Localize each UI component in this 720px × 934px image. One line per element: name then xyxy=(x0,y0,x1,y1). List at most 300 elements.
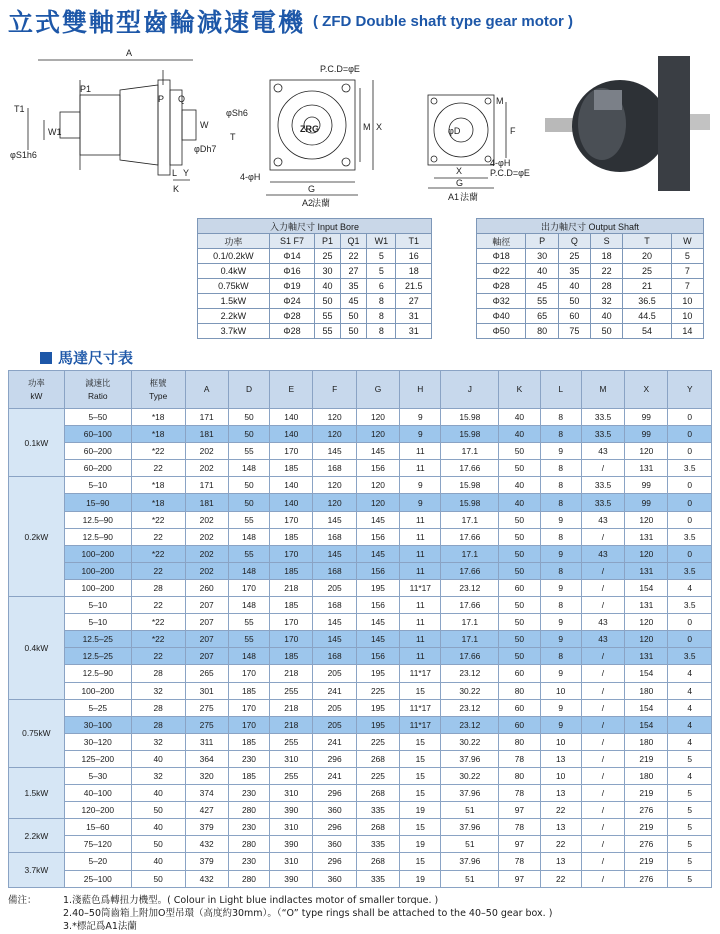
main-table-cell: 15–90 xyxy=(64,494,131,511)
main-header-1 xyxy=(64,371,131,409)
main-table-cell: 8 xyxy=(540,426,581,443)
dim-d-label: φDh7 xyxy=(194,144,217,154)
main-table-cell: 80 xyxy=(499,682,540,699)
main-table-cell: 80 xyxy=(499,733,540,750)
main-table-row xyxy=(9,562,712,579)
main-table-cell: 51 xyxy=(441,802,499,819)
main-table-cell: 185 xyxy=(270,562,313,579)
main-table-cell: 154 xyxy=(625,699,668,716)
dim-t-label: T xyxy=(230,132,236,142)
main-table-cell: 145 xyxy=(313,443,356,460)
dim-a-label: A xyxy=(126,48,133,58)
main-table-cell: 15 xyxy=(400,819,441,836)
output-shaft-cell: 32 xyxy=(591,294,623,309)
input-bore-cell: 22 xyxy=(340,249,367,264)
output-shaft-header-1: P xyxy=(526,234,558,249)
main-table-cell: 202 xyxy=(185,460,228,477)
main-table-cell: 170 xyxy=(228,665,269,682)
main-table-cell: 390 xyxy=(270,870,313,887)
main-table-cell: 9 xyxy=(540,511,581,528)
main-table-cell: 43 xyxy=(581,511,624,528)
main-table-cell: 4 xyxy=(668,682,712,699)
main-table-cell: 19 xyxy=(400,836,441,853)
main-table-cell: 120 xyxy=(356,477,399,494)
main-header-2 xyxy=(131,371,185,409)
main-table-cell: 15 xyxy=(400,733,441,750)
main-table-cell: 145 xyxy=(313,631,356,648)
main-table-cell: 4 xyxy=(668,579,712,596)
main-table-cell: 15 xyxy=(400,853,441,870)
power-cell: 1.5kW xyxy=(9,767,65,818)
main-table-cell: 364 xyxy=(185,750,228,767)
main-table-cell: 296 xyxy=(313,750,356,767)
main-table-cell: 170 xyxy=(270,511,313,528)
main-table-cell: 60 xyxy=(499,716,540,733)
main-table-cell: 335 xyxy=(356,802,399,819)
main-header-text: Y xyxy=(686,384,693,394)
main-table-cell: 50 xyxy=(228,477,269,494)
main-table-cell: 131 xyxy=(625,648,668,665)
input-bore-cell: 35 xyxy=(340,279,367,294)
main-table-cell: 207 xyxy=(185,648,228,665)
main-table-cell: 5 xyxy=(668,819,712,836)
output-shaft-cell: 40 xyxy=(558,279,590,294)
main-table-cell: 97 xyxy=(499,870,540,887)
main-header-text: G xyxy=(374,384,382,394)
input-bore-cell: 2.2kW xyxy=(198,309,270,324)
main-table-row xyxy=(9,682,712,699)
output-shaft-cell: 44.5 xyxy=(623,309,671,324)
main-table-cell: 280 xyxy=(228,802,269,819)
output-shaft-cell: 45 xyxy=(526,279,558,294)
main-table-cell: 120 xyxy=(356,494,399,511)
main-table-cell: / xyxy=(581,665,624,682)
main-table-cell: 28 xyxy=(131,699,185,716)
main-table-cell: 218 xyxy=(270,699,313,716)
output-shaft-cell: 80 xyxy=(526,324,558,339)
main-table-cell: / xyxy=(581,785,624,802)
input-bore-header-5: T1 xyxy=(396,234,432,249)
input-bore-cell: 0.1/0.2kW xyxy=(198,249,270,264)
motor-dimension-table xyxy=(8,370,712,888)
main-table-cell: 0 xyxy=(668,443,712,460)
main-table-cell: 40 xyxy=(131,750,185,767)
main-table-cell: *22 xyxy=(131,443,185,460)
main-table-cell: 60–100 xyxy=(64,426,131,443)
main-table-cell: / xyxy=(581,597,624,614)
input-bore-cell: Φ14 xyxy=(269,249,315,264)
main-table-cell: 3.5 xyxy=(668,460,712,477)
dim-h2-label: 4-φH xyxy=(490,158,511,168)
main-table-cell: 10 xyxy=(540,733,581,750)
main-table-cell: 22 xyxy=(131,597,185,614)
main-header-text: D xyxy=(245,384,253,394)
note-line-1: 1.淺藍色爲轉扭力機型。( Colour in Light blue indlactes motor of smaller torque. ) xyxy=(63,895,439,906)
main-table-cell: 22 xyxy=(540,836,581,853)
dim-f2-label: F xyxy=(510,126,516,136)
main-table-cell: 33.5 xyxy=(581,426,624,443)
main-table-cell: 5 xyxy=(668,802,712,819)
main-table-cell: 390 xyxy=(270,802,313,819)
motor-photo xyxy=(540,48,716,198)
main-table-row xyxy=(9,750,712,767)
output-shaft-cell: Φ22 xyxy=(477,264,526,279)
main-table-cell: *22 xyxy=(131,545,185,562)
main-table-cell: 10 xyxy=(540,682,581,699)
main-table-cell: 268 xyxy=(356,819,399,836)
main-table-cell: 145 xyxy=(313,614,356,631)
main-table-cell: 11 xyxy=(400,460,441,477)
input-bore-cell: 31 xyxy=(396,324,432,339)
main-table-cell: 379 xyxy=(185,819,228,836)
main-table-cell: 40 xyxy=(499,409,540,426)
main-table-cell: 181 xyxy=(185,494,228,511)
main-table-cell: 40–100 xyxy=(64,785,131,802)
main-table-cell: 268 xyxy=(356,750,399,767)
main-table-cell: 205 xyxy=(313,579,356,596)
main-header-text: L xyxy=(558,384,563,394)
main-table-cell: 432 xyxy=(185,836,228,853)
main-table-cell: 145 xyxy=(356,545,399,562)
main-table-row xyxy=(9,767,712,784)
main-table-cell: 202 xyxy=(185,545,228,562)
main-table-cell: 120–200 xyxy=(64,802,131,819)
input-bore-cell: 8 xyxy=(367,294,396,309)
main-table-cell: 276 xyxy=(625,870,668,887)
main-table-cell: 156 xyxy=(356,528,399,545)
output-shaft-cell: 54 xyxy=(623,324,671,339)
main-table-cell: 33.5 xyxy=(581,494,624,511)
main-table-cell: 17.1 xyxy=(441,545,499,562)
main-table-cell: 379 xyxy=(185,853,228,870)
main-table-cell: 97 xyxy=(499,836,540,853)
main-header-text: Ratio xyxy=(88,390,108,401)
main-table-cell: 5 xyxy=(668,870,712,887)
main-table-cell: 148 xyxy=(228,460,269,477)
main-table-cell: 9 xyxy=(540,665,581,682)
main-table-cell: 50 xyxy=(499,528,540,545)
main-table-cell: 185 xyxy=(270,460,313,477)
main-table-cell: / xyxy=(581,460,624,477)
main-table-cell: 276 xyxy=(625,802,668,819)
main-table-cell: 205 xyxy=(313,665,356,682)
main-table-cell: 185 xyxy=(270,597,313,614)
main-table-cell: 28 xyxy=(131,579,185,596)
main-header-0 xyxy=(9,371,65,409)
main-table-cell: 145 xyxy=(356,614,399,631)
main-table-cell: 50 xyxy=(228,494,269,511)
main-table-cell: 28 xyxy=(131,665,185,682)
main-table-cell: 11 xyxy=(400,511,441,528)
main-table-cell: 9 xyxy=(540,579,581,596)
main-table-cell: 15 xyxy=(400,682,441,699)
main-table-cell: 168 xyxy=(313,528,356,545)
main-table-row xyxy=(9,853,712,870)
main-table-cell: 50 xyxy=(228,409,269,426)
main-table-cell: 30–100 xyxy=(64,716,131,733)
main-table-cell: 50 xyxy=(499,511,540,528)
dim-d2-label: φD xyxy=(448,126,461,136)
main-table-cell: 156 xyxy=(356,648,399,665)
main-table-cell: / xyxy=(581,716,624,733)
main-header-4 xyxy=(228,371,269,409)
main-table-cell: 100–200 xyxy=(64,562,131,579)
input-bore-cell: 6 xyxy=(367,279,396,294)
dim-g-label: G xyxy=(308,184,316,194)
brand-mark: ZRG xyxy=(300,124,319,134)
main-table-cell: 17.66 xyxy=(441,562,499,579)
main-table-cell: 120 xyxy=(625,631,668,648)
input-bore-header-4: W1 xyxy=(367,234,396,249)
main-table-row xyxy=(9,733,712,750)
main-header-text: kW xyxy=(30,390,43,401)
main-table-cell: 0 xyxy=(668,477,712,494)
output-shaft-cell: 18 xyxy=(591,249,623,264)
input-bore-cell: 0.75kW xyxy=(198,279,270,294)
output-shaft-header-0: 軸徑 xyxy=(477,234,526,249)
main-header-11 xyxy=(540,371,581,409)
main-table-cell: 15.98 xyxy=(441,494,499,511)
main-table-cell: 37.96 xyxy=(441,853,499,870)
main-table-cell: 60 xyxy=(499,699,540,716)
dim-y-label: Y xyxy=(183,168,190,178)
main-table-cell: 22 xyxy=(131,648,185,665)
input-bore-cell: 5 xyxy=(367,249,396,264)
main-table-cell: 5 xyxy=(668,785,712,802)
main-table-cell: 268 xyxy=(356,853,399,870)
dim-k-label: K xyxy=(173,184,180,194)
input-bore-cell: 55 xyxy=(315,309,340,324)
dim-m2-label: M xyxy=(496,96,504,106)
dim-m-label: M xyxy=(363,122,371,132)
main-table-cell: 22 xyxy=(540,870,581,887)
main-table-cell: 30.22 xyxy=(441,733,499,750)
main-table-row xyxy=(9,699,712,716)
input-bore-cell: 27 xyxy=(396,294,432,309)
main-table-cell: 5 xyxy=(668,750,712,767)
main-table-cell: / xyxy=(581,733,624,750)
main-table-cell: 310 xyxy=(270,750,313,767)
main-table-cell: / xyxy=(581,528,624,545)
main-table-cell: 8 xyxy=(540,562,581,579)
output-shaft-cell: 21 xyxy=(623,279,671,294)
dim-a2-label: A2 xyxy=(302,198,314,208)
output-shaft-cell: 35 xyxy=(558,264,590,279)
main-table-cell: 11 xyxy=(400,562,441,579)
main-table-cell: 296 xyxy=(313,785,356,802)
main-table-cell: 311 xyxy=(185,733,228,750)
main-table-cell: 207 xyxy=(185,614,228,631)
dim-pcd2-label: P.C.D=φE xyxy=(490,168,530,178)
main-table-cell: 13 xyxy=(540,819,581,836)
main-table-cell: 170 xyxy=(228,699,269,716)
main-table-cell: 80 xyxy=(499,767,540,784)
main-table-row xyxy=(9,836,712,853)
main-table-cell: 15–60 xyxy=(64,819,131,836)
main-table-cell: *18 xyxy=(131,409,185,426)
dim-p-label: P xyxy=(158,94,165,104)
main-table-cell: 241 xyxy=(313,733,356,750)
main-table-cell: 218 xyxy=(270,579,313,596)
main-table-cell: 335 xyxy=(356,836,399,853)
main-table-cell: 140 xyxy=(270,494,313,511)
main-table-cell: 207 xyxy=(185,597,228,614)
output-shaft-row xyxy=(477,279,704,294)
dim-l-label: L xyxy=(172,168,178,178)
main-table-cell: 296 xyxy=(313,819,356,836)
main-table-row xyxy=(9,802,712,819)
main-table-cell: / xyxy=(581,699,624,716)
main-table-cell: 17.1 xyxy=(441,631,499,648)
main-table-cell: 268 xyxy=(356,785,399,802)
main-table-cell: 185 xyxy=(228,682,269,699)
main-table-cell: 168 xyxy=(313,562,356,579)
main-table-cell: 5–10 xyxy=(64,614,131,631)
main-table-cell: 432 xyxy=(185,870,228,887)
input-bore-cell: 40 xyxy=(315,279,340,294)
main-table-cell: 0 xyxy=(668,545,712,562)
main-table-cell: *22 xyxy=(131,631,185,648)
input-bore-cell: 16 xyxy=(396,249,432,264)
main-table-cell: 265 xyxy=(185,665,228,682)
main-table-cell: 11 xyxy=(400,614,441,631)
main-header-12 xyxy=(581,371,624,409)
main-table-cell: 51 xyxy=(441,836,499,853)
main-table-cell: 8 xyxy=(540,409,581,426)
input-bore-header-0: 功率 xyxy=(198,234,270,249)
main-table-cell: 145 xyxy=(356,443,399,460)
main-table-cell: / xyxy=(581,750,624,767)
section-title: 馬達尺寸表 xyxy=(58,349,134,367)
main-table-cell: 17.1 xyxy=(441,614,499,631)
main-table-cell: 120 xyxy=(625,614,668,631)
main-table-cell: 0 xyxy=(668,511,712,528)
main-table-cell: 100–200 xyxy=(64,579,131,596)
main-table-cell: 275 xyxy=(185,699,228,716)
main-table-cell: 8 xyxy=(540,477,581,494)
main-table-row xyxy=(9,614,712,631)
main-table-cell: 11*17 xyxy=(400,665,441,682)
main-table-cell: 280 xyxy=(228,870,269,887)
main-table-cell: 37.96 xyxy=(441,750,499,767)
dim-w1-label: W1 xyxy=(48,127,62,137)
main-table-cell: 140 xyxy=(270,477,313,494)
input-bore-row xyxy=(198,324,432,339)
main-table-cell: 78 xyxy=(499,853,540,870)
main-table-cell: 17.66 xyxy=(441,460,499,477)
main-table-cell: 11*17 xyxy=(400,716,441,733)
main-table-row xyxy=(9,716,712,733)
dim-t1-label: T1 xyxy=(14,104,25,114)
main-header-text: F xyxy=(332,384,338,394)
main-table-cell: 12.5–25 xyxy=(64,648,131,665)
main-table-cell: 22 xyxy=(540,802,581,819)
input-bore-cell: 50 xyxy=(340,309,367,324)
output-shaft-cell: 65 xyxy=(526,309,558,324)
main-table-cell: 145 xyxy=(356,631,399,648)
main-table-cell: 335 xyxy=(356,870,399,887)
dim-w-label: W xyxy=(200,120,209,130)
main-table-cell: 0 xyxy=(668,426,712,443)
dim-s1-label: φS1h6 xyxy=(10,150,37,160)
page-title: 立式雙軸型齒輪減速電機 xyxy=(8,8,306,37)
output-shaft-cell: Φ32 xyxy=(477,294,526,309)
main-table-cell: 154 xyxy=(625,579,668,596)
dim-q-label: Q xyxy=(178,94,186,104)
main-table-cell: 30.22 xyxy=(441,767,499,784)
input-bore-row xyxy=(198,249,432,264)
main-table-cell: 17.1 xyxy=(441,511,499,528)
main-table-cell: 37.96 xyxy=(441,785,499,802)
input-bore-table xyxy=(197,218,432,339)
output-shaft-row xyxy=(477,324,704,339)
input-bore-header-3: Q1 xyxy=(340,234,367,249)
main-table-cell: 4 xyxy=(668,716,712,733)
main-table-cell: 171 xyxy=(185,409,228,426)
main-header-text: 框號 xyxy=(149,377,167,388)
main-table-cell: 60–200 xyxy=(64,443,131,460)
main-table-row xyxy=(9,443,712,460)
main-table-cell: 5 xyxy=(668,853,712,870)
output-shaft-header-3: S xyxy=(591,234,623,249)
main-table-cell: 230 xyxy=(228,853,269,870)
dimension-drawing xyxy=(8,40,538,210)
main-table-cell: 156 xyxy=(356,562,399,579)
page-header xyxy=(8,6,712,36)
output-shaft-cell: 28 xyxy=(591,279,623,294)
main-table-cell: 120 xyxy=(313,426,356,443)
main-table-cell: 131 xyxy=(625,562,668,579)
main-table-cell: 195 xyxy=(356,579,399,596)
main-table-cell: / xyxy=(581,648,624,665)
main-table-cell: 40 xyxy=(131,785,185,802)
main-table-cell: 181 xyxy=(185,426,228,443)
main-table-cell: 30.22 xyxy=(441,682,499,699)
main-table-cell: 219 xyxy=(625,785,668,802)
dim-pcd-label: P.C.D=φE xyxy=(320,64,360,74)
main-table-cell: 33.5 xyxy=(581,477,624,494)
output-shaft-cell: 7 xyxy=(671,264,703,279)
main-table-row xyxy=(9,477,712,494)
main-table-row xyxy=(9,785,712,802)
main-table-cell: 170 xyxy=(270,545,313,562)
main-table-cell: 185 xyxy=(228,767,269,784)
main-table-cell: / xyxy=(581,836,624,853)
main-table-cell: 225 xyxy=(356,682,399,699)
dim-p1-label: P1 xyxy=(80,84,92,94)
main-table-cell: 23.12 xyxy=(441,699,499,716)
input-bore-cell: 45 xyxy=(340,294,367,309)
main-table-cell: 120 xyxy=(313,477,356,494)
main-table-cell: 50 xyxy=(131,802,185,819)
main-table-cell: 120 xyxy=(313,494,356,511)
main-table-cell: 427 xyxy=(185,802,228,819)
main-header-text: J xyxy=(467,384,472,394)
output-shaft-cell: Φ40 xyxy=(477,309,526,324)
main-table-row xyxy=(9,511,712,528)
input-bore-cell: Φ28 xyxy=(269,324,315,339)
output-shaft-cell: 10 xyxy=(671,294,703,309)
main-table-cell: 170 xyxy=(228,716,269,733)
output-shaft-table xyxy=(476,218,704,339)
main-table-cell: 37.96 xyxy=(441,819,499,836)
main-header-3 xyxy=(185,371,228,409)
main-table-cell: 55 xyxy=(228,614,269,631)
input-bore-cell: 1.5kW xyxy=(198,294,270,309)
main-table-cell: 4 xyxy=(668,733,712,750)
main-table-cell: 15 xyxy=(400,785,441,802)
main-table-cell: 99 xyxy=(625,477,668,494)
